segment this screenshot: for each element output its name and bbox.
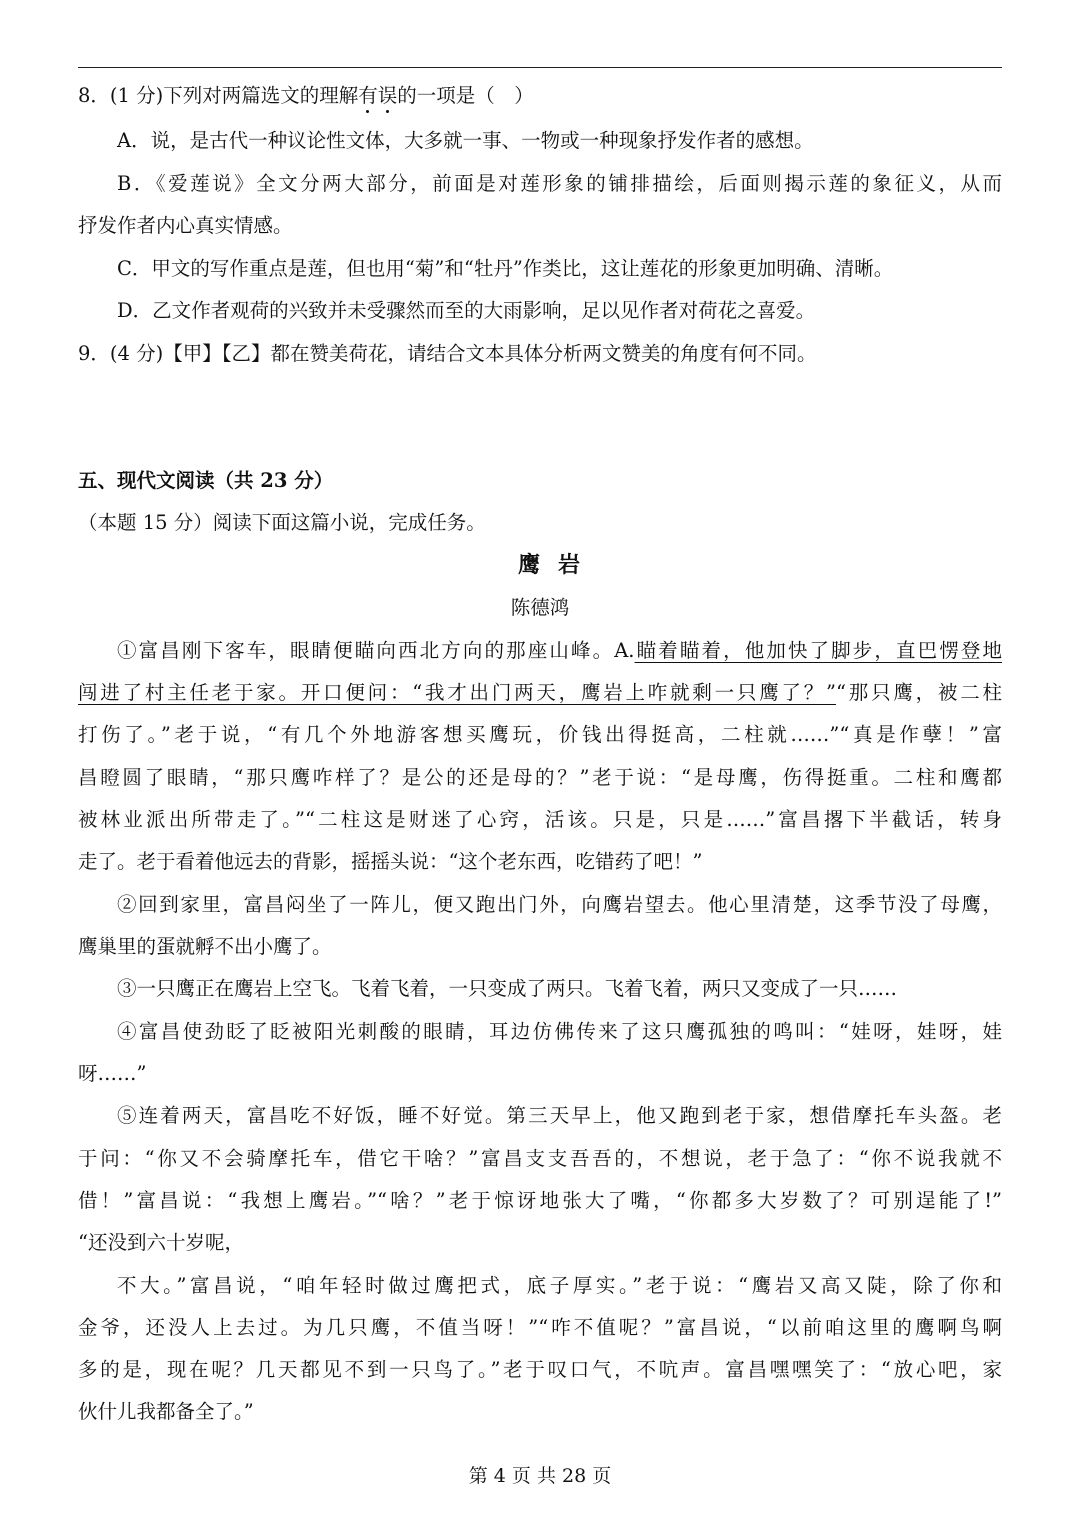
paragraph-5-line: ⑤连着两天，富昌吃不好饭，睡不好觉。第三天早上，他又跑到老于家，想借摩托车头盔。老 (117, 1104, 1002, 1127)
question-8-option-d: D．乙文作者观荷的兴致并未受骤然而至的大雨影响，足以见作者对荷花之喜爱。 (117, 299, 816, 322)
question-8-option-c: C．甲文的写作重点是莲，但也用“菊”和“牡丹”作类比，这让莲花的形象更加明确、清晰。 (117, 257, 894, 280)
question-8-stem-tail: 的一项是（ ） (397, 84, 534, 107)
story-title: 鹰岩 (517, 552, 598, 578)
question-8-option-b: B．《爱莲说》全文分两大部分，前面是对莲形象的铺排描绘，后面则揭示莲的象征义，从而 (117, 172, 1002, 195)
paragraph-6-line: 不大。”富昌说，“咱年轻时做过鹰把式，底子厚实。”老于说：“鹰岩又高又陡，除了你和 (117, 1274, 1002, 1297)
paragraph-1-text: ①富昌刚下客车，眼睛便瞄向西北方向的那座山峰。A. (117, 639, 635, 662)
section-intro: （本题 15 分）阅读下面这篇小说，完成任务。 (78, 511, 486, 534)
question-9-stem: 9．(4 分)【甲】【乙】都在赞美荷花，请结合文本具体分析两文赞美的角度有何不同。 (78, 342, 817, 365)
paragraph-5-line: 借！”富昌说：“我想上鹰岩。”“啥？”老于惊讶地张大了嘴，“你都多大岁数了？可别逞能了!” (78, 1189, 1002, 1212)
top-divider (78, 67, 1002, 68)
paragraph-1-line (117, 637, 1002, 665)
question-8-option-a: A．说，是古代一种议论性文体，大多就一事、一物或一种现象抒发作者的感想。 (117, 129, 814, 152)
question-8-stem (78, 82, 1002, 110)
paragraph-1-line: 被林业派出所带走了。”“二柱这是财迷了心窍，活该。只是，只是……”富昌撂下半截话，转身 (78, 808, 1002, 831)
paragraph-4-line: 呀……” (78, 1062, 147, 1085)
question-8-stem-text: 8．(1 分)下列对两篇选文的理解 (78, 84, 359, 107)
paragraph-6-line: 多的是，现在呢？几天都见不到一只鸟了。”老于叹口气，不吭声。富昌嘿嘿笑了：“放心吧，家 (78, 1358, 1002, 1381)
paragraph-1-line: 走了。老于看着他远去的背影，摇摇头说：“这个老东西，吃错药了吧！” (78, 850, 703, 873)
paragraph-2-line: 鹰巢里的蛋就孵不出小鹰了。 (78, 935, 332, 958)
paragraph-1-line: 打伤了。”老于说，“有几个外地游客想买鹰玩，价钱出得挺高，二柱就……”“真是作孽！”富 (78, 723, 1002, 746)
paragraph-6-line: 伙什儿我都备全了。” (78, 1400, 254, 1423)
question-8-option-b-cont: 抒发作者内心真实情感。 (78, 214, 293, 237)
story-author: 陈德鸿 (510, 596, 570, 619)
paragraph-1-line (78, 679, 1002, 707)
paragraph-1-line: 昌瞪圆了眼睛，“那只鹰咋样了？是公的还是母的？”老于说：“是母鹰，伤得挺重。二柱和鹰都 (78, 766, 1002, 789)
underlined-passage-a: 瞄着瞄着，他加快了脚步，直巴愣登地 (634, 639, 1002, 662)
emphasis-dot-char: 有 (358, 84, 378, 107)
paragraph-5-line: “还没到六十岁呢， (78, 1231, 244, 1254)
paragraph-5-line: 于问：“你又不会骑摩托车，借它干啥？”富昌支支吾吾的，不想说，老于急了：“你不说我就不 (78, 1147, 1002, 1170)
emphasis-dot-char: 误 (377, 84, 398, 107)
paragraph-4-line: ④富昌使劲眨了眨被阳光刺酸的眼睛，耳边仿佛传来了这只鹰孤独的鸣叫：“娃呀，娃呀，娃 (117, 1020, 1002, 1043)
paragraph-1-text: “那只鹰，被二柱 (836, 681, 1002, 704)
section-heading: 五、现代文阅读（共 23 分） (78, 469, 334, 492)
page-number-footer: 第 4 页 共 28 页 (468, 1465, 612, 1487)
paragraph-2-line: ②回到家里，富昌闷坐了一阵儿，便又跑出门外，向鹰岩望去。他心里清楚，这季节没了母鹰， (117, 893, 1002, 916)
paragraph-6-line: 金爷，还没人上去过。为几只鹰，不值当呀！”“咋不值呢？”富昌说，“以前咱这里的鹰啊鸟啊 (78, 1316, 1002, 1339)
underlined-passage-a: 闯进了村主任老于家。开口便问：“我才出门两天，鹰岩上咋就剩一只鹰了？” (78, 681, 837, 704)
paragraph-3-line: ③一只鹰正在鹰岩上空飞。飞着飞着，一只变成了两只。飞着飞着，两只又变成了一只…… (117, 977, 898, 1000)
